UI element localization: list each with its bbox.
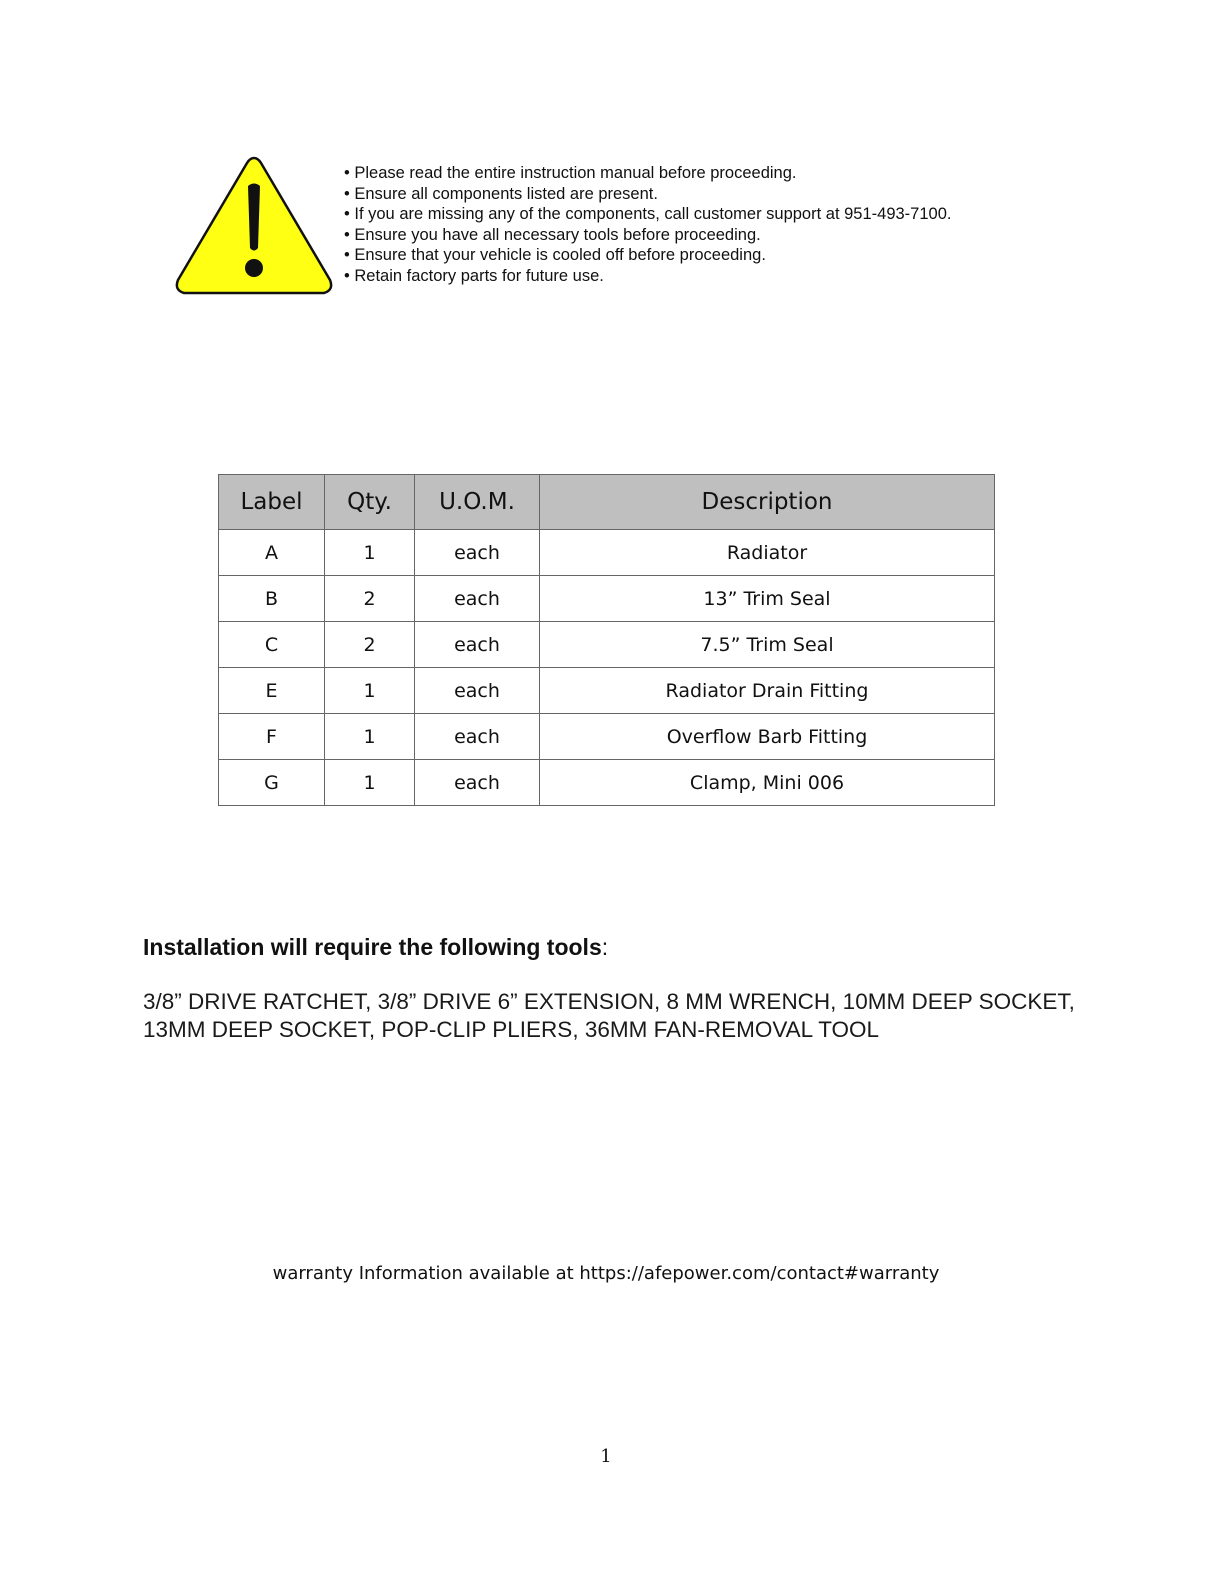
table-row xyxy=(219,714,995,760)
cell-label: B xyxy=(219,576,325,622)
warning-item: • Retain factory parts for future use. xyxy=(344,266,951,287)
table-row xyxy=(219,622,995,668)
tools-heading-text: Installation will require the following tools xyxy=(143,934,602,960)
warning-list xyxy=(344,163,951,287)
warning-block xyxy=(172,152,1052,302)
cell-label: G xyxy=(219,760,325,806)
tools-list: 3/8” DRIVE RATCHET, 3/8” DRIVE 6” EXTENSION, 8 MM WRENCH, 10MM DEEP SOCKET, 13MM DEEP SOCKET, POP-CLIP PLIERS, 36MM FAN-REMOVAL TOOL xyxy=(143,989,1075,1042)
cell-description: 13” Trim Seal xyxy=(540,576,995,622)
warning-item: • Ensure all components listed are present. xyxy=(344,184,951,205)
warning-item: • Please read the entire instruction manual before proceeding. xyxy=(344,163,951,184)
cell-description: Radiator xyxy=(540,530,995,576)
table-row xyxy=(219,760,995,806)
cell-qty: 2 xyxy=(325,622,415,668)
column-header-qty: Qty. xyxy=(325,475,415,530)
cell-uom: each xyxy=(415,530,540,576)
warning-item: • Ensure you have all necessary tools before proceeding. xyxy=(344,225,951,246)
column-header-description: Description xyxy=(540,475,995,530)
tools-heading-colon: : xyxy=(601,934,609,960)
warning-triangle-icon xyxy=(172,152,336,298)
page-number: 1 xyxy=(600,1446,612,1467)
cell-label: E xyxy=(219,668,325,714)
cell-description: Radiator Drain Fitting xyxy=(540,668,995,714)
cell-qty: 1 xyxy=(325,760,415,806)
warning-item: • If you are missing any of the components, call customer support at 951-493-7100. xyxy=(344,204,951,225)
cell-uom: each xyxy=(415,668,540,714)
column-header-uom: U.O.M. xyxy=(415,475,540,530)
cell-label: A xyxy=(219,530,325,576)
cell-description: Clamp, Mini 006 xyxy=(540,760,995,806)
cell-qty: 2 xyxy=(325,576,415,622)
column-header-label: Label xyxy=(219,475,325,530)
table-header-row xyxy=(219,475,995,530)
cell-label: C xyxy=(219,622,325,668)
cell-label: F xyxy=(219,714,325,760)
tools-heading xyxy=(143,934,608,961)
cell-description: 7.5” Trim Seal xyxy=(540,622,995,668)
cell-qty: 1 xyxy=(325,530,415,576)
table-row xyxy=(219,668,995,714)
warranty-note: warranty Information available at https://afepower.com/contact#warranty xyxy=(272,1263,940,1284)
cell-qty: 1 xyxy=(325,714,415,760)
parts-table xyxy=(218,474,995,806)
table-row xyxy=(219,530,995,576)
table-row xyxy=(219,576,995,622)
cell-uom: each xyxy=(415,622,540,668)
cell-uom: each xyxy=(415,760,540,806)
cell-uom: each xyxy=(415,576,540,622)
cell-qty: 1 xyxy=(325,668,415,714)
warning-item: • Ensure that your vehicle is cooled off before proceeding. xyxy=(344,245,951,266)
cell-uom: each xyxy=(415,714,540,760)
cell-description: Overflow Barb Fitting xyxy=(540,714,995,760)
